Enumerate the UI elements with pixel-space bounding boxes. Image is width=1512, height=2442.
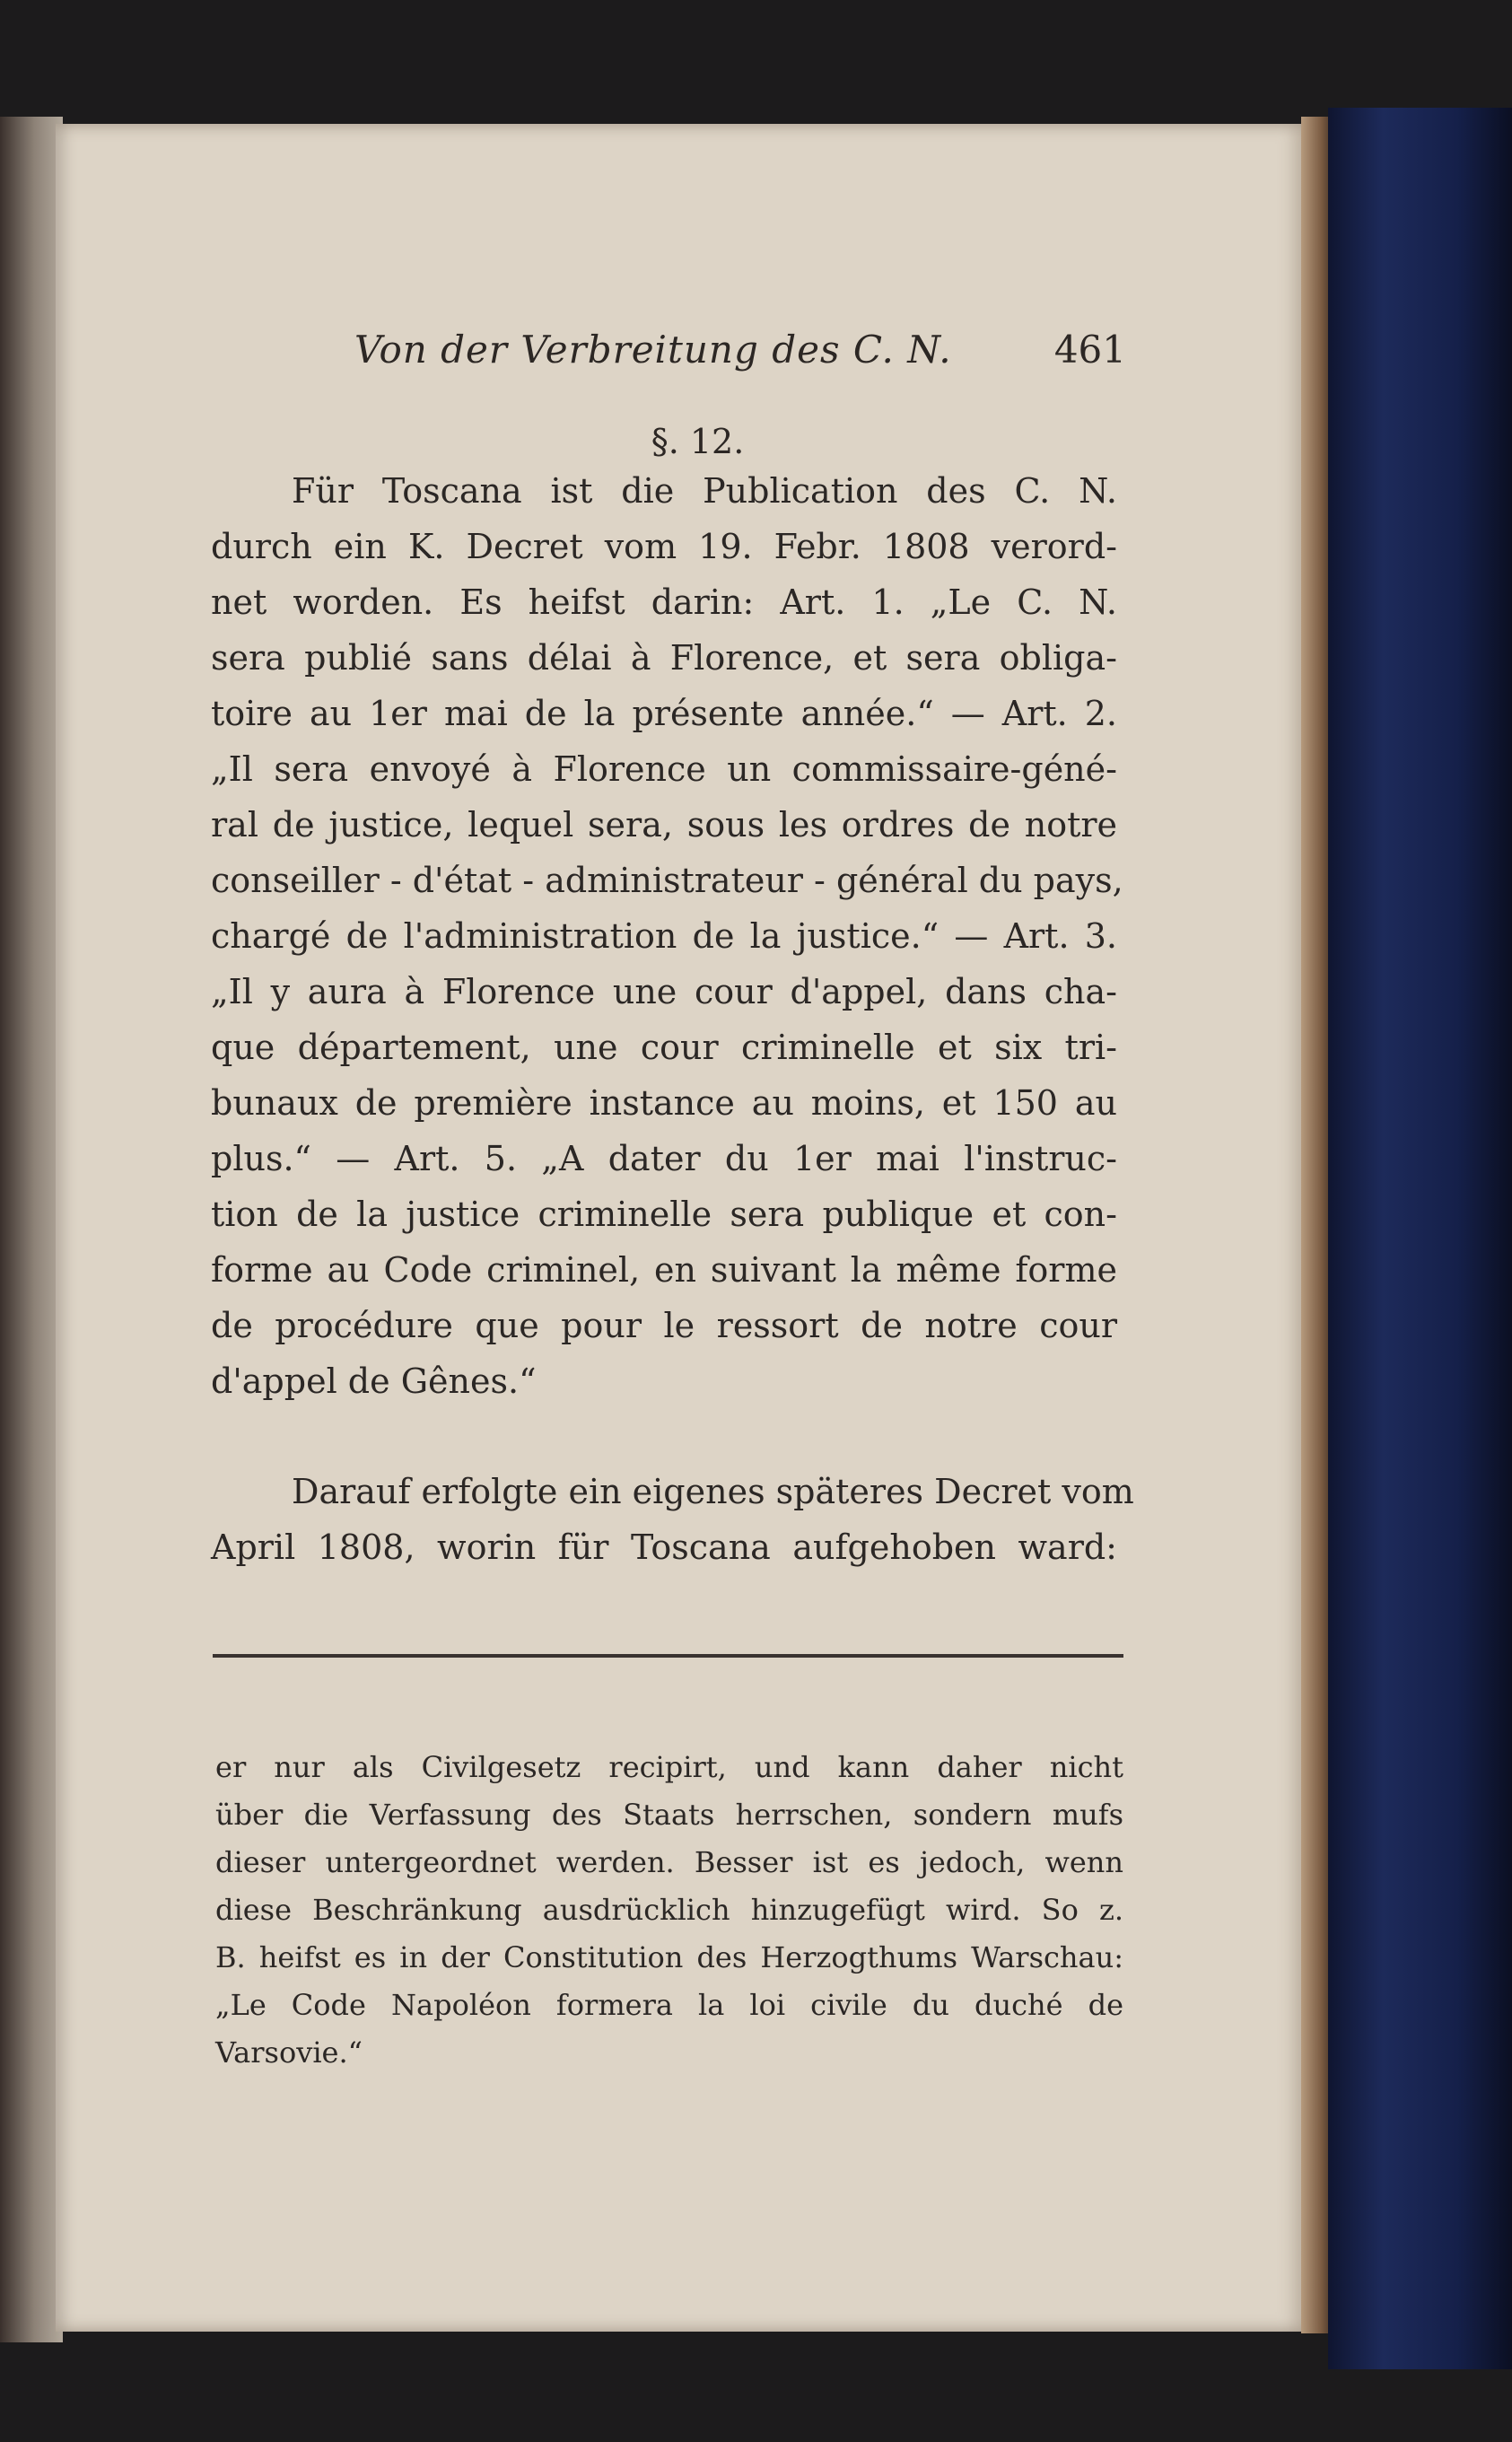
text-line: tion de la justice criminelle sera publique et con- bbox=[211, 1195, 1117, 1234]
running-head-title: Von der Verbreitung des C. N. bbox=[354, 328, 952, 372]
text-line: „Il y aura à Florence une cour d'appel, dans cha- bbox=[211, 972, 1117, 1011]
text-line: forme au Code criminel, en suivant la même forme bbox=[211, 1250, 1117, 1290]
text-line: chargé de l'administration de la justice.“ — Art. 3. bbox=[211, 916, 1117, 956]
footnote-line: B. heifst es in der Constitution des Herzogthums Warschau: bbox=[215, 1940, 1123, 1974]
text-line: plus.“ — Art. 5. „A dater du 1er mai l'instruc- bbox=[211, 1139, 1117, 1178]
section-mark: §. 12. bbox=[651, 422, 745, 461]
text-line: bunaux de première instance au moins, et 150 au bbox=[211, 1083, 1117, 1123]
footnote-line: „Le Code Napoléon formera la loi civile du duché de bbox=[215, 1988, 1123, 2022]
text-line: toire au 1er mai de la présente année.“ — Art. 2. bbox=[211, 694, 1117, 733]
footnote-line: über die Verfassung des Staats herrschen, sondern mufs bbox=[215, 1798, 1123, 1832]
text-line: de procédure que pour le ressort de notre cour bbox=[211, 1306, 1117, 1345]
footnote-line: dieser untergeordnet werden. Besser ist es jedoch, wenn bbox=[215, 1845, 1123, 1879]
text-line: que département, une cour criminelle et six tri- bbox=[211, 1028, 1117, 1067]
text-line: Darauf erfolgte ein eigenes späteres Decret vom bbox=[292, 1472, 1134, 1511]
text-line: April 1808, worin für Toscana aufgehoben ward: bbox=[211, 1527, 1117, 1567]
text-line: conseiller - d'état - administrateur - général du pays, bbox=[211, 861, 1123, 900]
running-head bbox=[354, 328, 1126, 381]
text-line: d'appel de Gênes.“ bbox=[211, 1361, 537, 1401]
footnote-rule bbox=[213, 1654, 1123, 1658]
text-line: ral de justice, lequel sera, sous les ordres de notre bbox=[211, 805, 1117, 845]
footnote-line: diese Beschränkung ausdrücklich hinzugefügt wird. So z. bbox=[215, 1893, 1123, 1927]
footnote-line: er nur als Civilgesetz recipirt, und kann daher nicht bbox=[215, 1750, 1123, 1784]
text-line: net worden. Es heifst darin: Art. 1. „Le C. N. bbox=[211, 582, 1117, 622]
text-line: durch ein K. Decret vom 19. Febr. 1808 verord- bbox=[211, 527, 1117, 566]
text-line: sera publié sans délai à Florence, et sera obliga- bbox=[211, 638, 1117, 678]
footnote-line: Varsovie.“ bbox=[215, 2035, 363, 2070]
text-line: Für Toscana ist die Publication des C. N. bbox=[292, 471, 1117, 511]
text-line: „Il sera envoyé à Florence un commissaire-géné- bbox=[211, 749, 1117, 789]
page-number: 461 bbox=[1053, 328, 1126, 372]
